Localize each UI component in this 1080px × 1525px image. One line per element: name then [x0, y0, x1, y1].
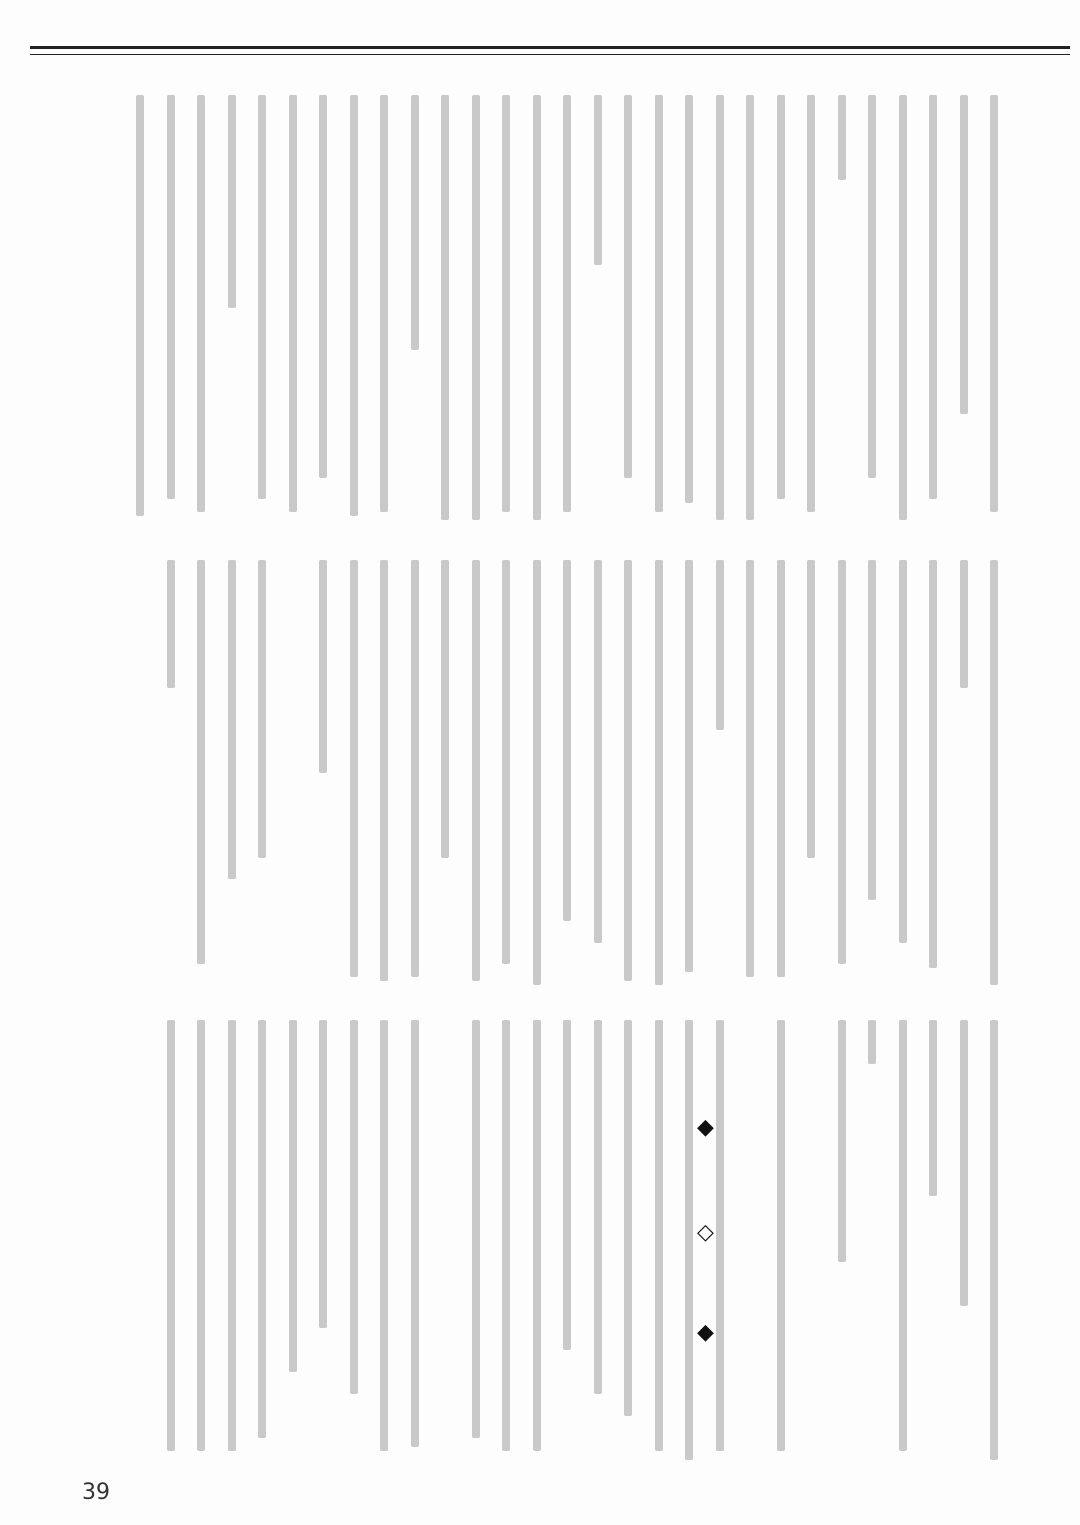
text-column-placeholder	[197, 1020, 205, 1451]
text-column-placeholder	[838, 95, 846, 180]
text-column-placeholder	[289, 1020, 297, 1372]
text-column-placeholder	[380, 1020, 388, 1451]
text-column-placeholder	[746, 560, 754, 977]
text-column-placeholder	[990, 560, 998, 985]
text-column-placeholder	[624, 1020, 632, 1416]
text-column-placeholder	[655, 1020, 663, 1451]
text-column-placeholder	[868, 560, 876, 900]
text-column-placeholder	[258, 1020, 266, 1438]
text-column-placeholder	[228, 1020, 236, 1451]
text-column-placeholder	[472, 1020, 480, 1438]
text-column-placeholder	[319, 95, 327, 478]
text-column-placeholder	[319, 1020, 327, 1328]
text-column-placeholder	[929, 560, 937, 968]
scene-break-mark: ◇	[697, 1220, 714, 1245]
text-tier-3	[115, 1020, 1000, 1460]
text-column-placeholder	[685, 560, 693, 972]
text-column-placeholder	[380, 560, 388, 981]
text-column-placeholder	[167, 560, 175, 688]
text-column-placeholder	[990, 95, 998, 512]
text-column-placeholder	[777, 560, 785, 977]
text-column-placeholder	[838, 560, 846, 964]
text-column-placeholder	[502, 1020, 510, 1451]
text-column-placeholder	[533, 1020, 541, 1451]
text-column-placeholder	[594, 1020, 602, 1394]
text-column-placeholder	[746, 95, 754, 520]
text-column-placeholder	[929, 95, 937, 499]
text-column-placeholder	[502, 560, 510, 964]
scene-break-mark: ◆	[697, 1115, 714, 1140]
text-column-placeholder	[472, 560, 480, 981]
header-rule-bottom	[30, 54, 1070, 55]
text-column-placeholder	[655, 560, 663, 985]
text-column-placeholder	[289, 95, 297, 512]
text-column-placeholder	[960, 95, 968, 414]
text-column-placeholder	[533, 560, 541, 985]
text-column-placeholder	[350, 1020, 358, 1394]
text-column-placeholder	[716, 1020, 724, 1451]
text-column-placeholder	[960, 560, 968, 688]
text-column-placeholder	[624, 560, 632, 981]
text-column-placeholder	[197, 560, 205, 964]
text-column-placeholder	[228, 95, 236, 308]
scene-break-mark: ◆	[697, 1320, 714, 1345]
text-column-placeholder	[319, 560, 327, 773]
text-column-placeholder	[838, 1020, 846, 1262]
text-column-placeholder	[807, 95, 815, 512]
text-column-placeholder	[502, 95, 510, 512]
text-column-placeholder	[380, 95, 388, 512]
text-column-placeholder	[899, 560, 907, 943]
text-column-placeholder	[563, 95, 571, 512]
text-column-placeholder	[868, 95, 876, 478]
text-column-placeholder	[258, 560, 266, 858]
text-column-placeholder	[807, 560, 815, 858]
text-column-placeholder	[472, 95, 480, 520]
text-column-placeholder	[411, 95, 419, 350]
text-column-placeholder	[990, 1020, 998, 1460]
text-tier-1	[115, 95, 1000, 520]
text-column-placeholder	[136, 95, 144, 516]
text-column-placeholder	[533, 95, 541, 520]
text-column-placeholder	[716, 560, 724, 730]
text-column-placeholder	[563, 1020, 571, 1350]
text-column-placeholder	[929, 1020, 937, 1196]
text-column-placeholder	[594, 95, 602, 265]
text-column-placeholder	[350, 95, 358, 516]
text-column-placeholder	[441, 95, 449, 520]
text-column-placeholder	[563, 560, 571, 921]
text-column-placeholder	[594, 560, 602, 943]
text-column-placeholder	[777, 1020, 785, 1451]
text-column-placeholder	[685, 1020, 693, 1460]
text-column-placeholder	[411, 560, 419, 977]
text-column-placeholder	[167, 95, 175, 499]
text-column-placeholder	[197, 95, 205, 512]
text-column-placeholder	[899, 95, 907, 520]
text-column-placeholder	[228, 560, 236, 879]
text-column-placeholder	[685, 95, 693, 503]
text-column-placeholder	[441, 560, 449, 858]
text-column-placeholder	[899, 1020, 907, 1451]
text-column-placeholder	[777, 95, 785, 499]
text-column-placeholder	[655, 95, 663, 512]
text-column-placeholder	[350, 560, 358, 977]
text-column-placeholder	[868, 1020, 876, 1064]
text-column-placeholder	[960, 1020, 968, 1306]
text-column-placeholder	[716, 95, 724, 520]
text-column-placeholder	[258, 95, 266, 499]
text-tier-2	[115, 560, 1000, 985]
page-number: 39	[82, 1480, 110, 1505]
text-column-placeholder	[411, 1020, 419, 1447]
text-column-placeholder	[167, 1020, 175, 1451]
text-column-placeholder	[624, 95, 632, 478]
header-rule-top	[30, 46, 1070, 49]
